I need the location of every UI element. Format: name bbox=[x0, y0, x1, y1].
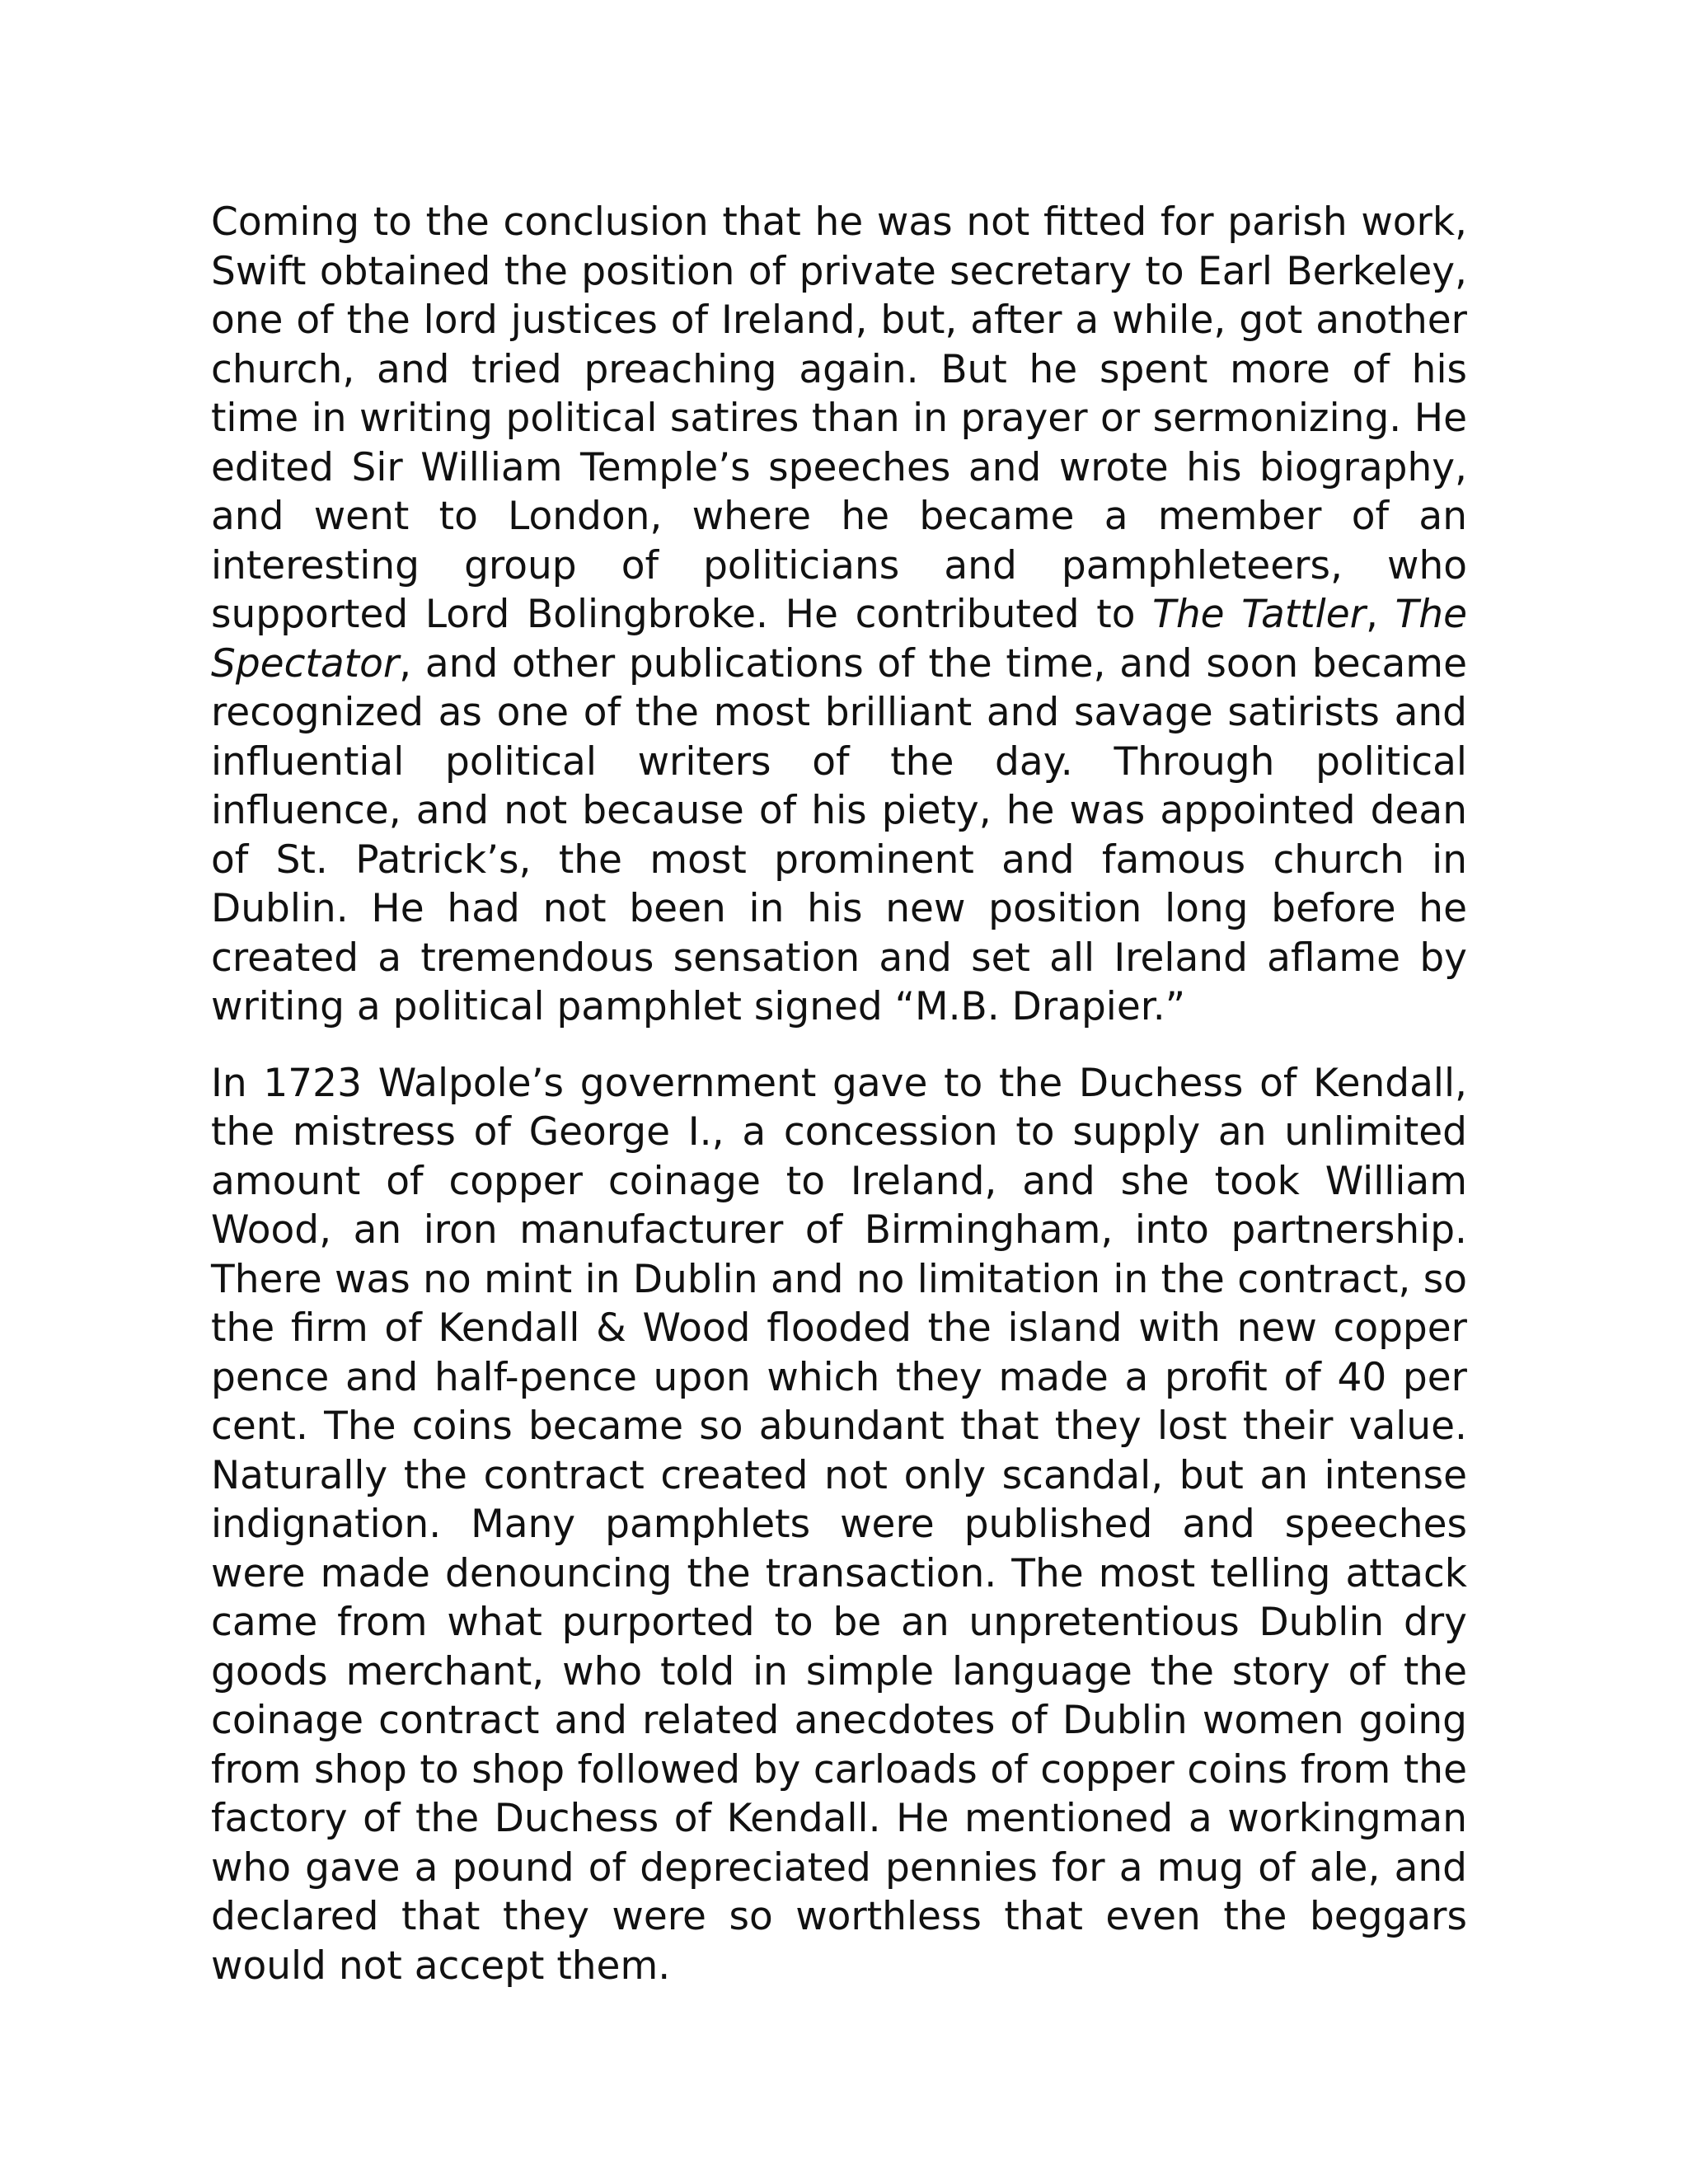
paragraph-text: , and other publications of the time, and soon became recognized as one of the most brilliant and savage satirists and influential political writers of the day. Through political influence, and not because of his piety, he was appointed dean of St. Patrick’s, the most prominent and famous church in Dublin. He had not been in his new position long before he created a tremendous sensation and set all Ireland aflame by writing a political pamphlet signed “M.B. Drapier.” bbox=[211, 640, 1467, 1029]
paragraph-copper-coinage: In 1723 Walpole’s government gave to the Duchess of Kendall, the mistress of George I., a concession to supply an unlimited amount of copper coinage to Ireland, and she took William Wood, an iron manufacturer of Birmingham, into partnership. There was no mint in Dublin and no limitation in the contract, so the firm of Kendall & Wood flooded the island with new copper pence and half-pence upon which they made a profit of 40 per cent. The coins became so abundant that they lost their value. Naturally the contract created not only scandal, but an intense indignation. Many pamphlets were published and speeches were made denouncing the transaction. The most telling attack came from what purported to be an unpretentious Dublin dry goods merchant, who told in simple language the story of the coinage contract and related anecdotes of Dublin women going from shop to shop followed by carloads of copper coins from the factory of the Duchess of Kendall. He mentioned a workingman who gave a pound of depreciated pennies for a mug of ale, and declared that they were so worthless that even the beggars would not accept them. bbox=[211, 1060, 1467, 1989]
publication-title-tattler: The Tattler bbox=[1152, 592, 1366, 637]
publication-title-spectator: The Spectator bbox=[211, 592, 1467, 687]
title-separator: , bbox=[1365, 592, 1395, 637]
paragraph-text: Coming to the conclusion that he was not fitted for parish work, Swift obtained the position of private secretary to Earl Berkeley, one of the lord justices of Ireland, but, after a while, got another church, and tried preaching again. But he spent more of his time in writing political satires than in prayer or sermonizing. He edited Sir William Temple’s speeches and wrote his biography, and went to London, where he became a member of an interesting group of politicians and pamphleteers, who supported Lord Bolingbroke. He contributed to bbox=[211, 199, 1467, 637]
document-page bbox=[211, 198, 1467, 1990]
paragraph-swift-career bbox=[211, 198, 1467, 1032]
